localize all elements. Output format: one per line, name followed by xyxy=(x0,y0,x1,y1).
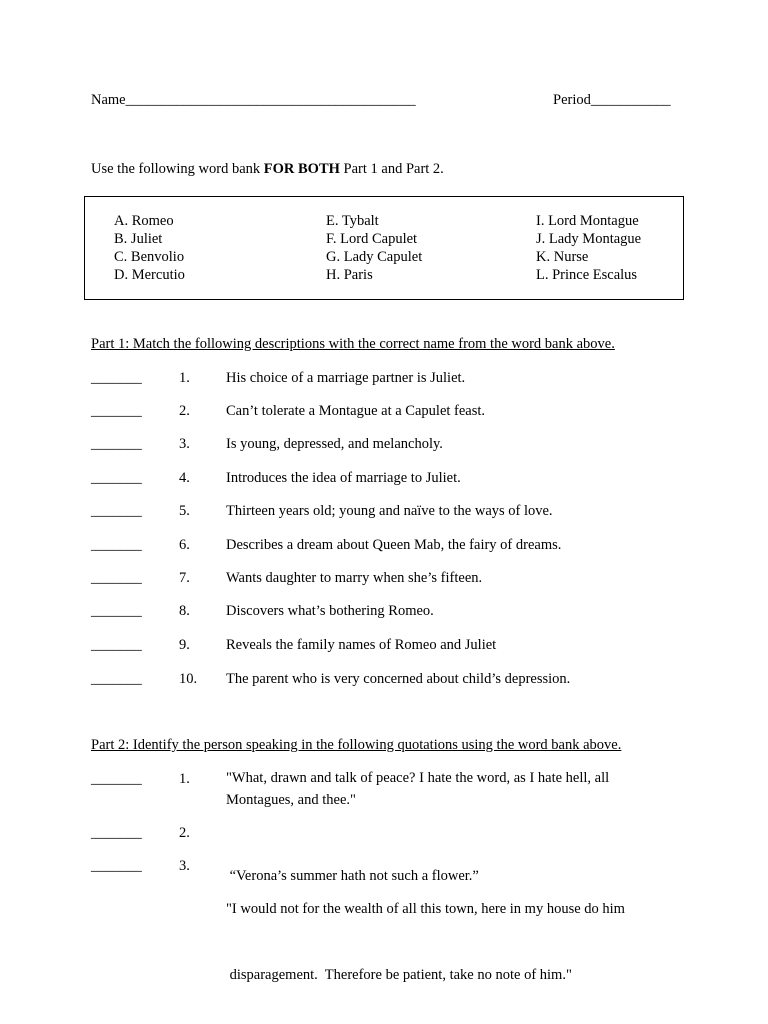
answer-blank[interactable]: _______ xyxy=(91,470,142,486)
description-text: Is young, depressed, and melancholy. xyxy=(226,436,443,452)
instructions-bold: FOR BOTH xyxy=(263,161,340,177)
answer-blank[interactable]: _______ xyxy=(91,370,142,386)
word-bank-box xyxy=(84,196,684,300)
quotation-text xyxy=(226,767,609,811)
quotation-text xyxy=(226,854,625,1008)
word-bank-entry: A. Romeo xyxy=(114,213,174,229)
item-number: 4. xyxy=(179,470,190,486)
answer-blank[interactable]: _______ xyxy=(91,403,142,419)
item-number: 1. xyxy=(179,771,190,787)
part2-heading: Part 2: Identify the person speaking in the following quotations using the word bank above. xyxy=(91,737,622,753)
word-bank-entry: D. Mercutio xyxy=(114,267,185,283)
item-number: 2. xyxy=(179,825,190,841)
item-number: 6. xyxy=(179,537,190,553)
item-number: 7. xyxy=(179,570,190,586)
instructions-suffix: Part 1 and Part 2. xyxy=(339,161,444,177)
description-text: Thirteen years old; young and naïve to the ways of love. xyxy=(226,503,553,519)
period-field-label: Period___________ xyxy=(553,92,671,108)
word-bank-entry: B. Juliet xyxy=(114,231,163,247)
quotation-line: Montagues, and thee." xyxy=(226,792,356,808)
instructions-prefix: Use the following word bank xyxy=(91,161,264,177)
item-number: 9. xyxy=(179,637,190,653)
answer-blank[interactable]: _______ xyxy=(91,570,142,586)
item-number: 10. xyxy=(179,671,198,687)
word-bank-column-1 xyxy=(114,212,185,284)
word-bank-column-2 xyxy=(326,212,422,284)
word-bank-entry: F. Lord Capulet xyxy=(326,231,418,247)
word-bank-entry: G. Lady Capulet xyxy=(326,249,423,265)
quotation-line: "What, drawn and talk of peace? I hate the word, as I hate hell, all xyxy=(226,770,610,786)
description-text: Reveals the family names of Romeo and Juliet xyxy=(226,637,497,653)
description-text: Introduces the idea of marriage to Juliet. xyxy=(226,470,461,486)
word-bank-entry: L. Prince Escalus xyxy=(536,267,638,283)
item-number: 3. xyxy=(179,436,190,452)
item-number: 3. xyxy=(179,858,190,874)
description-text: Can’t tolerate a Montague at a Capulet feast. xyxy=(226,403,486,419)
answer-blank[interactable]: _______ xyxy=(91,637,142,653)
description-text: The parent who is very concerned about child’s depression. xyxy=(226,671,571,687)
answer-blank[interactable]: _______ xyxy=(91,503,142,519)
part1-heading: Part 1: Match the following descriptions with the correct name from the word bank above. xyxy=(91,336,615,352)
word-bank-entry: J. Lady Montague xyxy=(536,231,642,247)
item-number: 1. xyxy=(179,370,190,386)
word-bank-column-3 xyxy=(536,212,641,284)
answer-blank[interactable]: _______ xyxy=(91,436,142,452)
word-bank-entry: H. Paris xyxy=(326,267,373,283)
answer-blank[interactable]: _______ xyxy=(91,603,142,619)
quotation-line: disparagement. Therefore be patient, take no note of him." xyxy=(226,967,572,983)
answer-blank[interactable]: _______ xyxy=(91,537,142,553)
item-number: 5. xyxy=(179,503,190,519)
item-number: 2. xyxy=(179,403,190,419)
description-text: Discovers what’s bothering Romeo. xyxy=(226,603,434,619)
word-bank-entry: C. Benvolio xyxy=(114,249,185,265)
quotation-line: “Verona’s summer hath not such a flower.” xyxy=(226,868,479,884)
answer-blank[interactable]: _______ xyxy=(91,771,142,787)
description-text: Describes a dream about Queen Mab, the fairy of dreams. xyxy=(226,537,562,553)
item-number: 8. xyxy=(179,603,190,619)
description-text: His choice of a marriage partner is Juliet. xyxy=(226,370,466,386)
word-bank-entry: E. Tybalt xyxy=(326,213,379,229)
quotation-line: "I would not for the wealth of all this town, here in my house do him xyxy=(226,901,625,917)
answer-blank[interactable]: _______ xyxy=(91,825,142,841)
word-bank-entry: K. Nurse xyxy=(536,249,589,265)
word-bank-entry: I. Lord Montague xyxy=(536,213,639,229)
description-text: Wants daughter to marry when she’s fifteen. xyxy=(226,570,483,586)
instructions xyxy=(91,161,444,178)
answer-blank[interactable]: _______ xyxy=(91,671,142,687)
name-field-label: Name________________________________________ xyxy=(91,92,416,108)
answer-blank[interactable]: _______ xyxy=(91,858,142,874)
